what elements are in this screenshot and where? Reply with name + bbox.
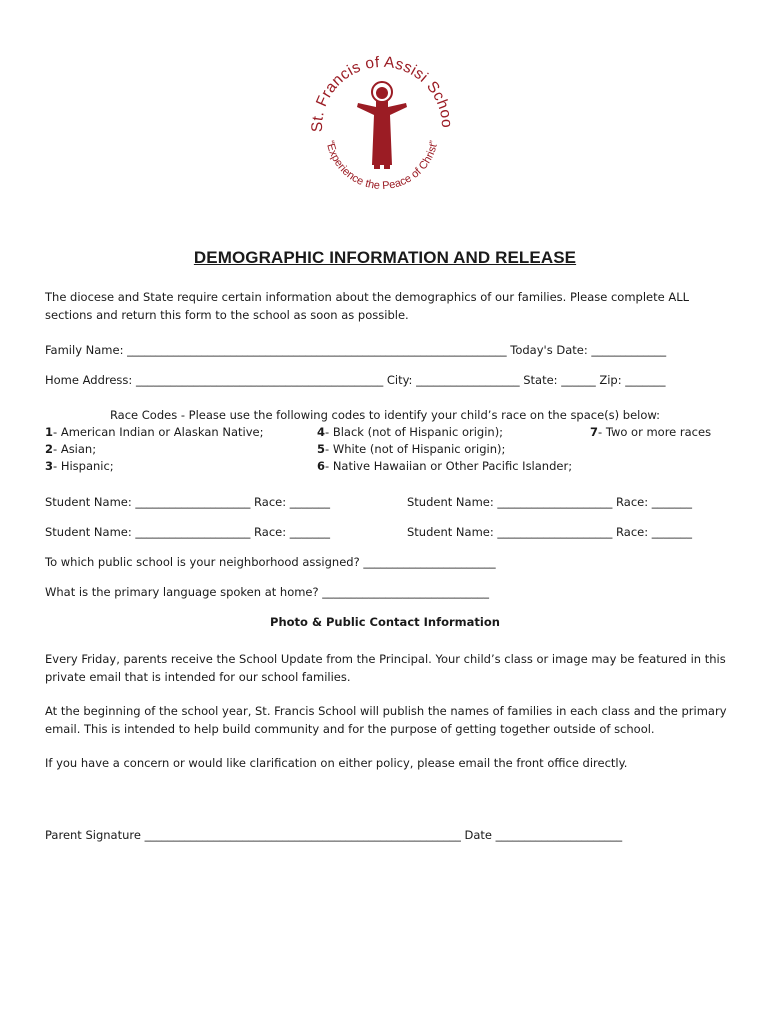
neighborhood-school-field[interactable]: To which public school is your neighborhood assigned? _______________________ [45, 555, 496, 569]
logo-motto-text: “Experience the Peace of Christ” [323, 139, 441, 193]
race-code-7: 7- Two or more races [590, 425, 712, 439]
directory-text: At the beginning of the school year, St. Francis School will publish the names of families in each class and the primary email. This is intended to help build community and for the purpose of getting together outside of school. [45, 704, 727, 736]
race-code-1: 1- American Indian or Alaskan Native; [45, 425, 264, 439]
primary-language-field[interactable]: What is the primary language spoken at home? _____________________________ [45, 585, 490, 599]
photo-section-heading: Photo & Public Contact Information [270, 615, 500, 629]
race-code-2: 2- Asian; [45, 442, 97, 456]
concern-text: If you have a concern or would like clarification on either policy, please email the front office directly. [45, 756, 628, 770]
logo-top-text: St. Francis of Assisi Schoo [308, 53, 456, 133]
race-code-5: 5- White (not of Hispanic origin); [317, 442, 506, 456]
student-field-2[interactable]: Student Name: ____________________ Race: _______ [407, 495, 693, 509]
form-title: DEMOGRAPHIC INFORMATION AND RELEASE [193, 248, 577, 267]
saint-francis-icon [357, 82, 407, 169]
race-code-3: 3- Hispanic; [45, 459, 114, 473]
student-field-3[interactable]: Student Name: ____________________ Race: _______ [45, 525, 331, 539]
school-logo [300, 45, 465, 210]
race-codes-intro: Race Codes - Please use the following codes to identify your child’s race on the space(s) below: [109, 408, 661, 422]
friday-update-text: Every Friday, parents receive the School Update from the Principal. Your child’s class or image may be featured in this private email that is intended for our school families. [45, 652, 726, 684]
race-code-4: 4- Black (not of Hispanic origin); [317, 425, 504, 439]
student-field-4[interactable]: Student Name: ____________________ Race: _______ [407, 525, 693, 539]
intro-text: The diocese and State require certain information about the demographics of our families. Please complete ALL sections and return this form to the school as soon as possible. [45, 290, 690, 322]
student-field-1[interactable]: Student Name: ____________________ Race: _______ [45, 495, 331, 509]
race-code-6: 6- Native Hawaiian or Other Pacific Islander; [317, 459, 573, 473]
parent-signature-field[interactable]: Parent Signature _______________________________________________________ Date ______________________ [45, 828, 623, 842]
family-name-field[interactable]: Family Name: __________________________________________________________________ Today's Date: _____________ [45, 343, 667, 357]
home-address-field[interactable]: Home Address: ___________________________________________ City: __________________ State: ______ Zip: _______ [45, 373, 666, 387]
